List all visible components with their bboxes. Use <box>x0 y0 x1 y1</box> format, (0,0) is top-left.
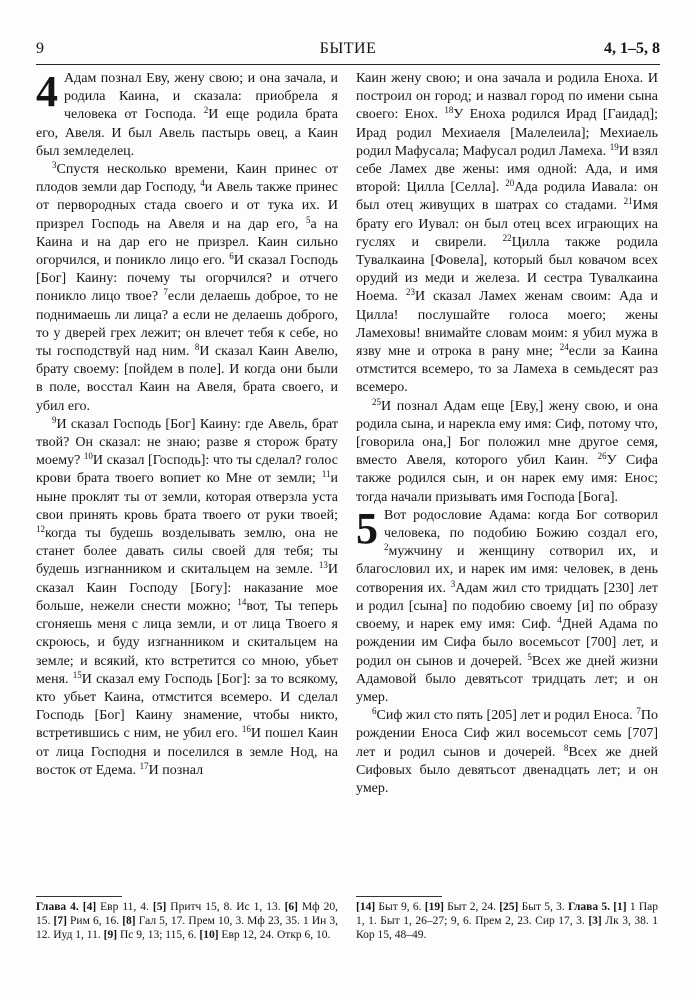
verse-text: Адам познал Еву, жену свою; и она зачала, и родила Каина, и сказала: приобрела я человека от Господа. <box>64 71 338 123</box>
left-text-column <box>36 67 338 780</box>
verse-text: Каин жену свою; и она зачала и родила Еноха. И построил он город; и назвал город по имени сына своего: Енох. <box>356 71 658 123</box>
verse-number: 4 <box>200 178 205 189</box>
verse-text: а на Каина и на дар его не призрел. Каин сильно огорчился, и поникло лицо его. <box>36 216 338 269</box>
verse-paragraph <box>36 416 338 780</box>
footnote-ref: Глава 4. [4] <box>36 901 97 913</box>
verse-text: И еще родила брата его, Авеля. И был Авель пастырь овец, а Каин был земледелец. <box>36 107 338 159</box>
footnote-text: Быт 2, 24. <box>443 901 500 913</box>
footnote-text: Лк 3, 38. 1 Кор 15, 48–49. <box>356 915 659 942</box>
chapter-number: 4 <box>36 67 58 116</box>
verse-number: 20 <box>505 178 515 189</box>
verse-number: 8 <box>563 742 569 753</box>
footnotes-left <box>36 900 338 943</box>
footnote-ref: [25] <box>499 901 519 913</box>
verse-number: 6 <box>372 706 377 717</box>
footnote-text: Мф 20, 15. <box>36 901 338 928</box>
verse-text: И сказал Каин Авелю, брату своему: [пойдем в поле]. И когда они были в поле, восстал Каин на Авеля, брата своего, и убил его. <box>36 344 338 414</box>
footnote-text: Евр 11, 4. <box>96 901 153 913</box>
verse-text: Вот родословие Адама: когда Бог сотворил человека, по подобию Божию создал его, <box>384 507 658 542</box>
verse-number: 7 <box>163 287 168 298</box>
footnotes-right <box>356 900 658 943</box>
verse-text: И сказал ему Господь [Бог]: за то всякому, кто убьет Каина, отмстится всемеро. И сделал Господь [Бог] Каину знамение, чтобы никто, встретившись с ним, не убил его. <box>36 671 338 742</box>
verse-number: 21 <box>623 196 633 207</box>
verse-text: Спустя несколько времени, Каин принес от плодов земли дар Господу, <box>36 162 338 196</box>
verse-number: 5 <box>527 651 532 662</box>
verse-text: и Авель также принес от первородных стада своего и от тука их. И призрел Господь на Авеля и на дар его, <box>36 180 338 232</box>
verse-text: У Сифа также родился сын, и он нарек ему имя: Енос; тогда начали призывать имя Господа [Бога]. <box>356 453 658 505</box>
verse-number: 17 <box>139 760 149 771</box>
verse-text: И сказал [Господь]: что ты сделал? голос крови брата твоего вопиет ко Мне от земли; <box>36 453 338 487</box>
chapter-verse-reference: 4, 1–5, 8 <box>604 40 660 57</box>
header-rule <box>36 64 660 65</box>
verse-number: 13 <box>318 560 328 571</box>
verse-text: И сказал Господь [Бог] Каину: почему ты огорчился? и отчего поникло лицо твое? <box>36 253 338 305</box>
footnote-text: Евр 12, 24. Откр 6, 10. <box>218 929 331 942</box>
footnote-text: Рим 6, 16. <box>66 915 123 928</box>
verse-number: 14 <box>237 596 247 607</box>
verse-text: И сказал Каин Господу [Богу]: наказание мое больше, нежели снести можно; <box>36 562 338 614</box>
footnote-ref: [8] <box>122 915 136 928</box>
verse-text: И пошел Каин от лица Господня и поселился в земле Нод, на восток от Едема. <box>36 726 338 778</box>
footnote-divider-right <box>356 896 442 897</box>
book-title: БЫТИЕ <box>319 40 377 57</box>
verse-number: 8 <box>194 342 200 353</box>
verse-number: 24 <box>559 342 569 353</box>
verse-text: и ныне проклят ты от земли, которая отверзла уста свои принять кровь брата твоего от руки твоей; <box>36 471 338 523</box>
verse-text: И познал <box>148 762 204 778</box>
footnote-ref: [6] <box>284 901 298 913</box>
footnote-ref: [14] <box>356 901 376 913</box>
verse-text: если за Каина отмстится всемеро, то за Ламеха в семьдесят раз всемеро. <box>356 344 658 396</box>
footnote-ref: [9] <box>103 929 118 942</box>
verse-text: И сказал Господь [Бог] Каину: где Авель, брат твой? Он сказал: не знаю; разве я сторож брату моему? <box>36 416 338 469</box>
verse-paragraph <box>36 161 338 416</box>
verse-text: Всех же дней Сифовых было девятьсот двенадцать лет; и он умер. <box>356 744 658 796</box>
verse-text: И сказал Ламех женам своим: Ада и Цилла! послушайте голоса моего; жены Ламеховы! внимайте словам моим: я убил мужа в язву мне и отрока в рану мне; <box>356 289 658 360</box>
verse-number: 2 <box>384 542 389 553</box>
verse-number: 5 <box>306 214 311 225</box>
verse-number: 23 <box>406 287 416 298</box>
verse-number: 18 <box>444 105 454 116</box>
verse-text: когда ты будешь возделывать землю, она не станет более давать силы своей для тебя; ты будешь изгнанником и скитальцем на земле. <box>36 526 338 578</box>
footnote-ref: [10] <box>199 929 219 942</box>
verse-text: У Еноха родился Ирад [Гаидад]; Ирад родил Мехиаеля [Малелеила]; Мехиаель родил Мафусала; Мафусал родил Ламеха. <box>356 107 658 159</box>
verse-number: 12 <box>36 524 45 535</box>
verse-paragraph <box>356 707 658 798</box>
verse-number: 11 <box>321 469 331 480</box>
verse-number: 2 <box>203 105 209 116</box>
footnote-text: Притч 15, 8. Ис 1, 13. <box>166 901 285 913</box>
verse-text: Адам жил сто тридцать [230] лет и родил [сына] по подобию своему [и] по образу своему, и нарек ему имя: Сиф. <box>356 580 658 633</box>
verse-text: Дней Адама по рождении им Сифа было восемьсот [700] лет, и родил он сынов и дочерей. <box>356 617 658 669</box>
page-number: 9 <box>36 40 44 57</box>
verse-number: 16 <box>241 724 251 735</box>
footnote-text: Гал 5, 17. Прем 10, 3. Мф 23, 35. 1 Ин 3, 12. Иуд 1, 11. <box>36 915 339 942</box>
footnote-divider-left <box>36 896 122 897</box>
verse-number: 6 <box>229 251 234 262</box>
verse-number: 15 <box>72 669 82 680</box>
verse-number: 22 <box>502 232 512 243</box>
verse-text: мужчину и женщину сотворил их, и благословил их, и нарек им имя: человек, в день сотворения их. <box>356 544 658 596</box>
verse-number: 3 <box>52 160 57 171</box>
verse-number: 4 <box>557 615 562 626</box>
verse-number: 25 <box>372 396 381 407</box>
verse-text: Ада родила Иавала: он был отец живущих в шатрах со стадами. <box>356 180 658 214</box>
chapter-paragraph <box>36 67 338 161</box>
verse-number: 9 <box>52 414 57 425</box>
verse-text: Имя брату его Иувал: он был отец всех играющих на гуслях и свирели. <box>356 198 658 250</box>
verse-text: По рождении Еноса Сиф жил восемьсот семь [707] лет и родил сынов и дочерей. <box>356 708 658 760</box>
verse-text: Всех же дней жизни Адамовой было девятьсот тридцать лет; и он умер. <box>356 653 658 705</box>
verse-number: 10 <box>83 451 93 462</box>
footnote-text: 1 Пар 1, 1. Быт 1, 26–27; 9, 6. Прем 2, 23. Сир 17, 3. <box>356 901 659 928</box>
verse-number: 7 <box>636 706 641 717</box>
footnote-text: Быт 9, 6. <box>375 901 425 913</box>
footnote-text: Пс 9, 13; 115, 6. <box>117 929 200 942</box>
right-text-column <box>356 70 658 798</box>
verse-text: Сиф жил сто пять [205] лет и родил Еноса. <box>376 708 637 724</box>
footnote-ref: [19] <box>424 901 444 913</box>
footnote-text: Быт 5, 3. <box>518 901 568 913</box>
chapter-paragraph <box>356 503 658 707</box>
footnote-ref: Глава 5. [1] <box>567 901 627 913</box>
verse-number: 26 <box>597 451 607 462</box>
verse-paragraph <box>356 398 658 507</box>
verse-text: вот, Ты теперь сгоняешь меня с лица земли, и от лица Твоего я скроюсь, и буду изгнанником и скитальцем на земле; и всякий, кто встретится со мною, убьет меня. <box>36 598 338 687</box>
footnote-ref: [3] <box>588 915 602 928</box>
verse-paragraph <box>356 70 658 398</box>
footnote-ref: [7] <box>53 915 67 928</box>
verse-text: Цилла также родила Тувалкаина [Фовела], который был ковачом всех орудий из меди и железа. И сестра Тувалкаина Ноема. <box>356 234 658 305</box>
verse-number: 3 <box>450 578 456 589</box>
footnote-ref: [5] <box>152 901 167 913</box>
verse-text: И познал Адам еще [Еву,] жену свою, и она родила сына, и нарекла ему имя: Сиф, потому что, [говорила она,] Бог положил мне другое семя, вместо Авеля, которого убил Каин. <box>356 398 658 469</box>
page-header <box>36 40 660 64</box>
verse-text: И взял себе Ламех две жены: имя одной: Ада, и имя второй: Цилла [Селла]. <box>356 143 658 196</box>
verse-number: 19 <box>609 141 619 152</box>
chapter-number: 5 <box>356 503 378 553</box>
verse-text: если делаешь доброе, то не поднимаешь ли лица? а если не делаешь доброго, то у дверей грех лежит; он влечет тебя к себе, но ты господствуй над ним. <box>36 289 338 360</box>
